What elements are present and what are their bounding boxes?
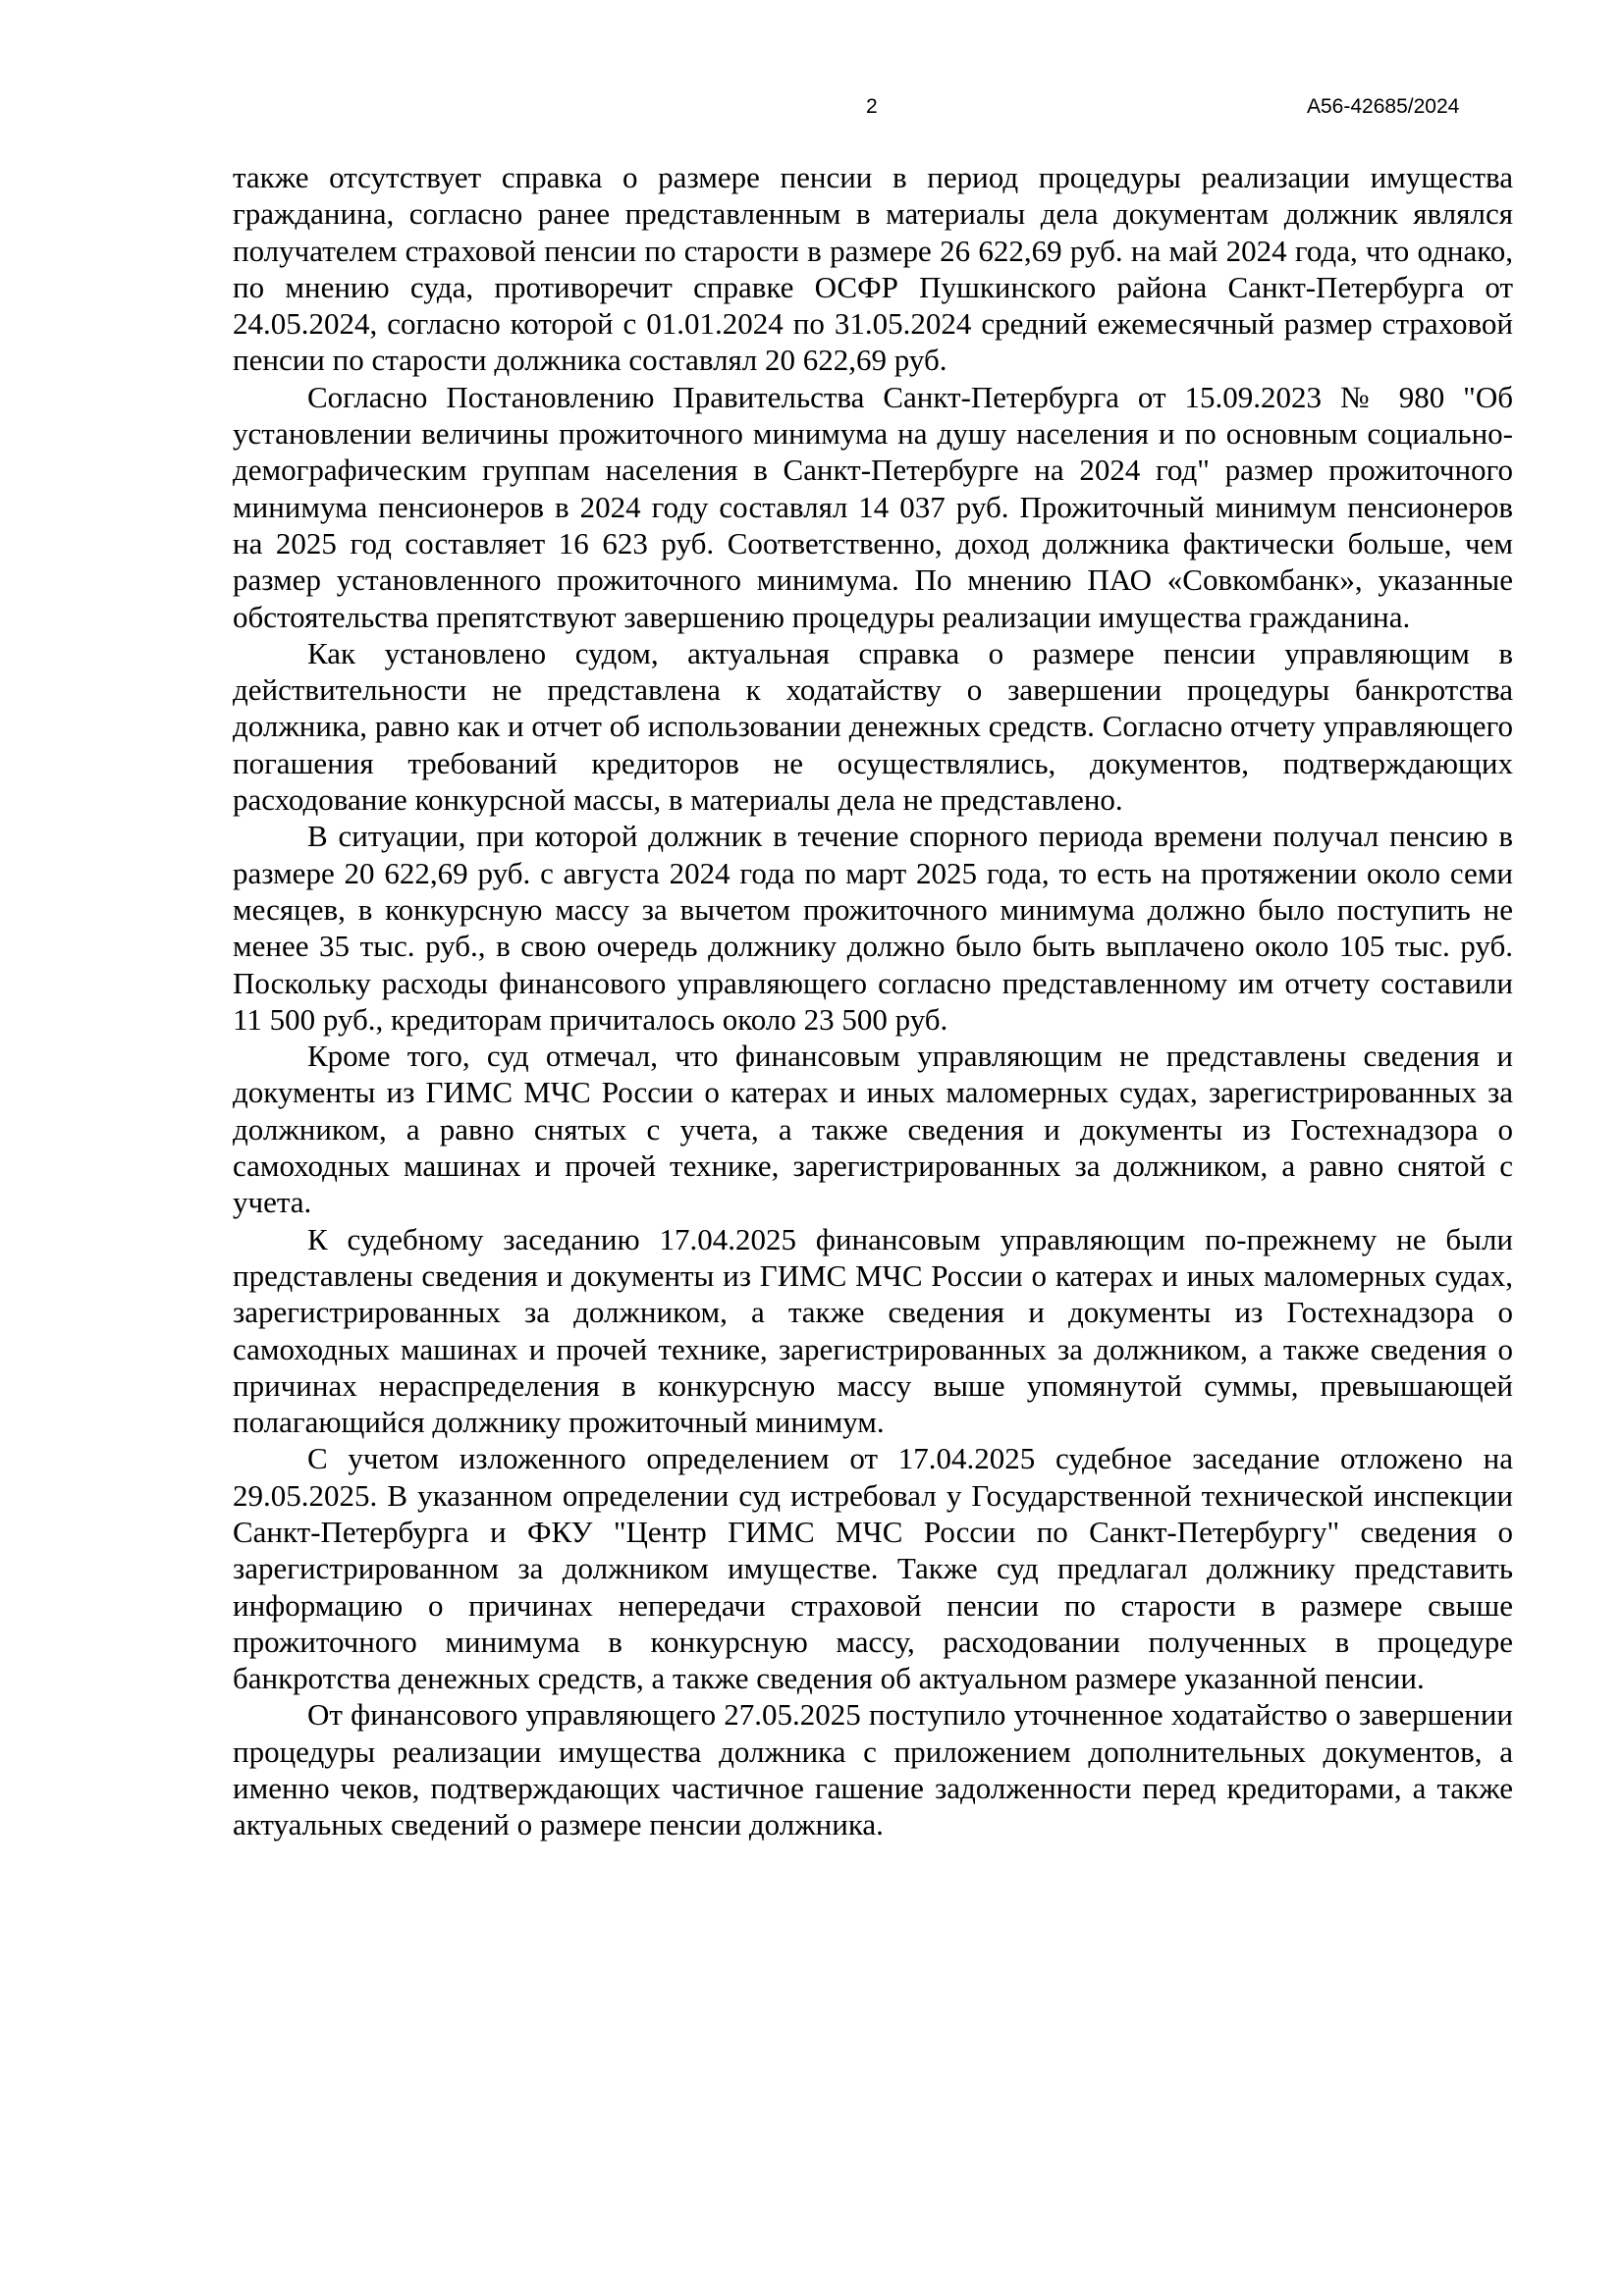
paragraph-4: В ситуации, при которой должник в течение спорного периода времени получал пенсию в размере 20 622,69 руб. с августа 2024 года по март 2025 года, то есть на протяжении около семи месяцев, в конкурсную массу за вычетом прожиточного минимума должно было поступить не менее 35 тыс. руб., в свою очередь должнику должно было быть выплачено около 105 тыс. руб. Поскольку расходы финансового управляющего согласно представленному им отчету составили 11 500 руб., кредиторам причиталось около 23 500 руб. bbox=[233, 819, 1513, 1037]
paragraph-3: Как установлено судом, актуальная справка о размере пенсии управляющим в действительности не представлена к ходатайству о завершении процедуры банкротства должника, равно как и отчет об использовании денежных средств. Согласно отчету управляющего погашения требований кредиторов не осуществлялись, документов, подтверждающих расходование конкурсной массы, в материалы дела не представлено. bbox=[233, 635, 1513, 818]
page-number: 2 bbox=[866, 95, 878, 118]
paragraph-5: Кроме того, суд отмечал, что финансовым управляющим не представлены сведения и документы из ГИМС МЧС России о катерах и иных маломерных судах, зарегистрированных за должником, а равно снятых с учета, а также сведения и документы из Гостехнадзора о самоходных машинах и прочей технике, зарегистрированных за должником, а равно снятой с учета. bbox=[233, 1039, 1513, 1220]
paragraph-7: С учетом изложенного определением от 17.04.2025 судебное заседание отложено на 29.05.2025. В указанном определении суд истребовал у Государственной технической инспекции Санкт-Петербурга и ФКУ "Центр ГИМС МЧС России по Санкт-Петербургу" сведения о зарегистрированном за должником имуществе. Также суд предлагал должнику представить информацию о причинах непередачи страховой пенсии по старости в размере свыше прожиточного минимума в конкурсную массу, расходовании полученных в процедуре банкротства денежных средств, а также сведения об актуальном размере указанной пенсии. bbox=[233, 1441, 1513, 1696]
paragraph-6: К судебному заседанию 17.04.2025 финансовым управляющим по-прежнему не были представлены сведения и документы из ГИМС МЧС России о катерах и иных маломерных судах, зарегистрированных за должником, а также сведения и документы из Гостехнадзора о самоходных машинах и прочей технике, зарегистрированных за должником, а также сведения о причинах нераспределения в конкурсную массу выше упомянутой суммы, превышающей полагающийся должнику прожиточный минимум. bbox=[233, 1221, 1513, 1440]
paragraph-8: От финансового управляющего 27.05.2025 поступило уточненное ходатайство о завершении процедуры реализации имущества должника с приложением дополнительных документов, а именно чеков, подтверждающих частичное гашение задолженности перед кредиторами, а также актуальных сведений о размере пенсии должника. bbox=[233, 1697, 1513, 1842]
paragraph-2: Согласно Постановлению Правительства Санкт-Петербурга от 15.09.2023 № 980 "Об установлении величины прожиточного минимума на душу населения и по основным социально-демографическим группам населения в Санкт-Петербурге на 2024 год" размер прожиточного минимума пенсионеров в 2024 году составлял 14 037 руб. Прожиточный минимум пенсионеров на 2025 год составляет 16 623 руб. Соответственно, доход должника фактически больше, чем размер установленного прожиточного минимума. По мнению ПАО «Совкомбанк», указанные обстоятельства препятствуют завершению процедуры реализации имущества гражданина. bbox=[233, 379, 1513, 634]
document-body bbox=[233, 159, 1513, 1843]
case-number: А56-42685/2024 bbox=[1307, 95, 1460, 118]
paragraph-1: также отсутствует справка о размере пенсии в период процедуры реализации имущества гражданина, согласно ранее представленным в материалы дела документам должник являлся получателем страховой пенсии по старости в размере 26 622,69 руб. на май 2024 года, что однако, по мнению суда, противоречит справке ОСФР Пушкинского района Санкт-Петербурга от 24.05.2024, согласно которой с 01.01.2024 по 31.05.2024 средний ежемесячный размер страховой пенсии по старости должника составлял 20 622,69 руб. bbox=[233, 160, 1513, 378]
